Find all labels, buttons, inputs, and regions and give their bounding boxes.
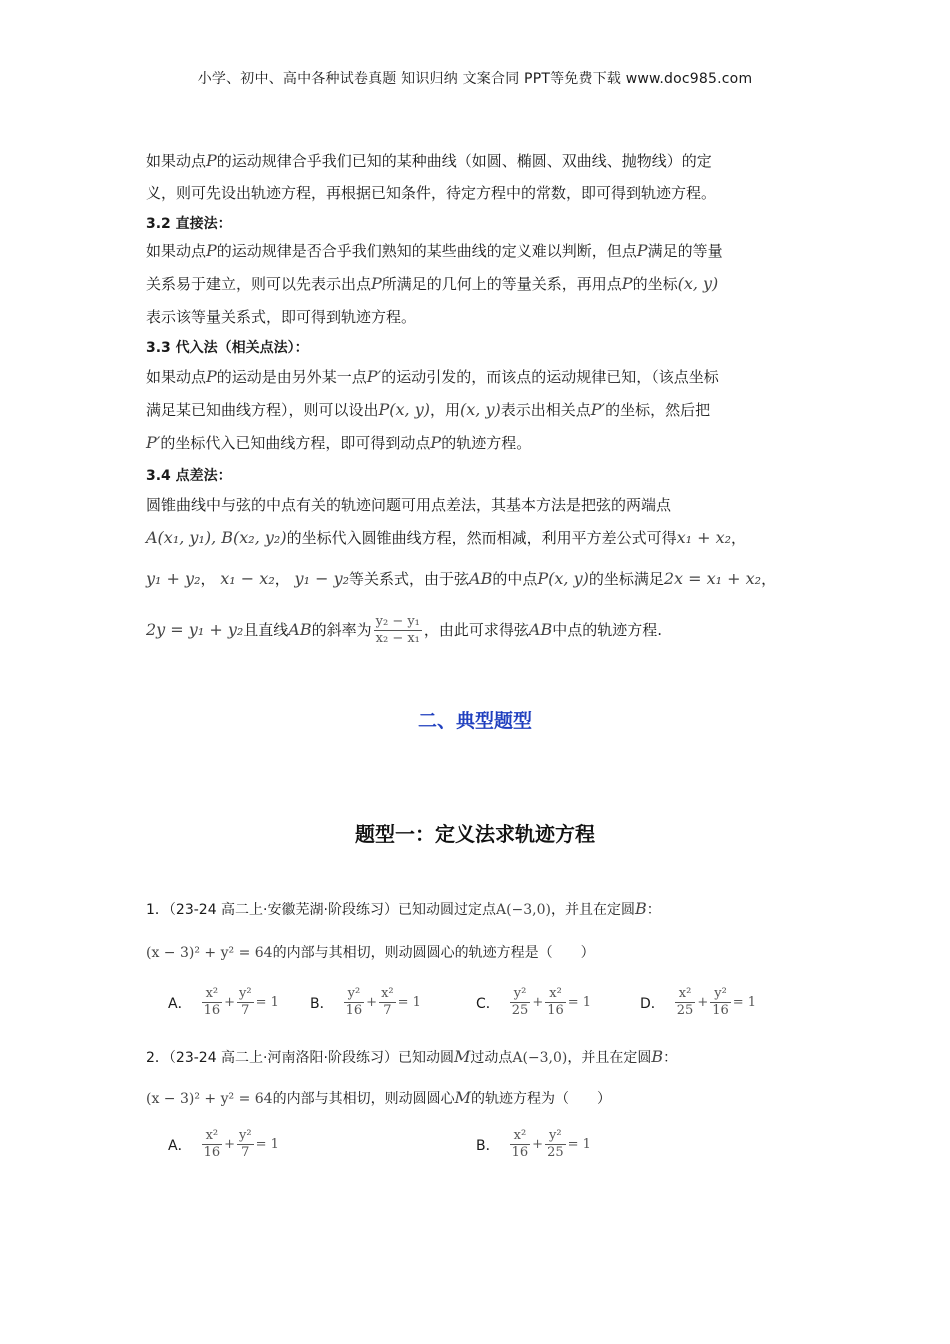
text: ，	[731, 529, 747, 547]
q2-option-a[interactable]: A． $\frac{\text{x²}}{16}$ + $\frac{\text{y²}}{7}$ = 1	[168, 1128, 279, 1160]
math-x1-minus-x2: x₁ − x₂	[220, 569, 275, 588]
text: ，	[200, 570, 216, 588]
text: ，并且在定圆	[567, 1050, 652, 1066]
math-P: P	[206, 367, 217, 386]
rhs: = 1	[255, 995, 279, 1010]
fraction	[344, 986, 365, 1019]
fraction	[545, 1128, 566, 1161]
text: 关系易于建立，则可以先表示出点	[146, 275, 372, 293]
math-P: P	[371, 274, 382, 293]
text: 的内部与其相切，则动圆圆心	[272, 1091, 455, 1107]
math-circle-equation: (x − 3)² + y² = 64	[146, 1091, 273, 1107]
text: 满足某已知曲线方程），则可以设出	[146, 401, 379, 419]
heading-3-2: 3.2 直接法：	[146, 216, 232, 232]
text: ，用	[430, 401, 461, 419]
math-P: P	[621, 274, 633, 293]
numerator: x²	[545, 986, 566, 1003]
text: 的运动规律合乎我们已知的某种曲线（如圆、椭圆、双曲线、抛物线）的定	[216, 152, 712, 170]
numerator: y²	[344, 986, 365, 1003]
rhs: = 1	[255, 1137, 279, 1152]
denominator: 16	[203, 1145, 221, 1160]
page-header: 小学、初中、高中各种试卷真题 知识归纳 文案合同 PPT等免费下载 www.doc985.com	[197, 71, 753, 87]
text: 的坐标	[632, 275, 678, 293]
text: 如果动点	[146, 368, 207, 386]
text: 等关系式，由于弦	[349, 570, 470, 588]
rhs: = 1	[397, 995, 421, 1010]
q1-line1	[146, 898, 661, 921]
fraction	[710, 986, 731, 1019]
denominator: 16	[712, 1003, 729, 1018]
math-AB: AB	[288, 620, 312, 639]
numerator: y²	[545, 1128, 566, 1145]
para-substitute-line3	[146, 432, 531, 454]
para-pointdiff-line2	[146, 527, 746, 549]
text: 所满足的几何上的等量关系，再用点	[381, 275, 622, 293]
para-direct-line2	[146, 273, 718, 295]
math-A-point: A(−3,0)	[495, 902, 551, 918]
text: 的斜率为	[311, 621, 372, 639]
numerator: x²	[202, 1128, 223, 1145]
denominator: 7	[383, 1003, 392, 1018]
text: 表示出相关点	[500, 401, 591, 419]
fraction	[675, 986, 696, 1019]
q1-option-c[interactable]: C． $\frac{\text{y²}}{25}$ + $\frac{\text{x²}}{16}$ = 1	[476, 986, 592, 1018]
math-eq-2x: 2x = x₁ + x₂	[663, 569, 762, 588]
fraction	[237, 1128, 254, 1161]
slope-numerator: y₂ − y₁	[375, 614, 420, 629]
q2-number: 2．	[146, 1050, 169, 1066]
text: 的坐标满足	[588, 570, 664, 588]
denominator: 16	[203, 1003, 221, 1018]
math-B: B	[651, 1047, 664, 1066]
option-label: B．	[476, 1137, 500, 1154]
para-definition-line1	[146, 150, 712, 172]
text: 满足的等量	[647, 242, 723, 260]
numerator: y²	[239, 986, 252, 1001]
q2-line2	[146, 1087, 611, 1110]
q2-option-b[interactable]: B． $\frac{\text{x²}}{16}$ + $\frac{\text{y²}}{25}$ = 1	[476, 1128, 591, 1160]
text: ：	[646, 902, 661, 918]
text: 的轨迹方程为（ ）	[470, 1091, 611, 1107]
denominator: 16	[511, 1145, 529, 1160]
q1-option-d[interactable]: D． $\frac{\text{x²}}{25}$ + $\frac{\text{y²}}{16}$ = 1	[640, 986, 757, 1018]
math-y1-minus-y2: y₁ − y₂	[294, 569, 350, 588]
option-label: A．	[168, 1137, 192, 1154]
denominator: 25	[676, 1003, 694, 1018]
para-pointdiff-line4	[146, 612, 662, 648]
math-xy: (x, y)	[460, 400, 501, 419]
slope-denominator: x₂ − x₁	[375, 631, 420, 646]
math-P-prime: P′	[590, 400, 606, 419]
text: 且直线	[243, 621, 289, 639]
math-P: P	[206, 241, 217, 260]
fraction	[237, 986, 254, 1019]
text: 的运动规律是否合乎我们熟知的某些曲线的定义难以判断，但点	[216, 242, 637, 260]
math-xy: (x, y)	[677, 274, 719, 293]
fraction	[510, 1128, 531, 1161]
numerator: x²	[381, 986, 394, 1001]
section-title: 二、典型题型	[417, 710, 532, 732]
math-eq-2y: 2y = y₁ + y₂	[146, 620, 244, 639]
text: 中点的轨迹方程.	[552, 621, 663, 639]
text: ，由此可求得弦	[423, 621, 529, 639]
numerator: x²	[675, 986, 696, 1003]
denominator: 7	[241, 1003, 250, 1018]
math-P: P	[206, 151, 217, 170]
math-AB: AB	[528, 620, 553, 639]
math-circle-equation: (x − 3)² + y² = 64	[146, 945, 273, 961]
text: 过动点	[470, 1050, 513, 1066]
heading-3-4: 3.4 点差法：	[146, 468, 232, 484]
option-label: D．	[640, 995, 665, 1012]
q1-line2	[146, 942, 595, 964]
text: 的坐标代入圆锥曲线方程，然而相减，利用平方差公式可得	[286, 529, 677, 547]
math-Pxy: P(x, y)	[378, 400, 430, 419]
rhs: = 1	[732, 995, 757, 1010]
fraction	[545, 986, 566, 1019]
fraction	[510, 986, 531, 1019]
math-M: M	[454, 1088, 471, 1107]
text: 的运动是由另外某一点	[216, 368, 367, 386]
text: ，	[274, 570, 290, 588]
q1-option-b[interactable]: B． $\frac{\text{y²}}{16}$ + $\frac{\text{x²}}{7}$ = 1	[310, 986, 421, 1018]
text: 的内部与其相切，则动圆圆心的轨迹方程是（ ）	[272, 945, 595, 961]
denominator: 16	[345, 1003, 363, 1018]
math-Pxy: P(x, y)	[537, 569, 589, 588]
text: ，	[761, 570, 777, 588]
rhs: = 1	[567, 995, 592, 1010]
math-y1-plus-y2: y₁ + y₂	[146, 569, 201, 588]
text: 的中点	[492, 570, 538, 588]
numerator: x²	[510, 1128, 531, 1145]
math-B: B	[634, 899, 647, 918]
math-P: P	[430, 433, 442, 452]
math-AB: AB	[469, 569, 493, 588]
text: （23-24 高二上·河南洛阳·阶段练习）已知动圆	[168, 1050, 454, 1066]
denominator: 25	[511, 1003, 529, 1018]
math-P-prime: P′	[146, 433, 161, 452]
para-substitute-line2	[146, 399, 710, 421]
para-pointdiff-line3	[146, 568, 776, 590]
para-direct-line1	[146, 240, 723, 262]
para-substitute-line1	[146, 366, 719, 388]
numerator: y²	[510, 986, 531, 1003]
option-label: B．	[310, 995, 334, 1012]
rhs: = 1	[567, 1137, 591, 1152]
heading-3-3: 3.3 代入法（相关点法）：	[146, 340, 309, 356]
option-label: C．	[476, 995, 500, 1012]
text: 如果动点	[146, 242, 207, 260]
para-direct-line3: 表示该等量关系式，即可得到轨迹方程。	[146, 308, 417, 326]
q2-line1	[146, 1046, 677, 1069]
q1-number: 1．	[146, 902, 169, 918]
math-M: M	[453, 1047, 471, 1066]
math-P-prime: P′	[366, 367, 382, 386]
fraction	[202, 986, 223, 1019]
text: 的坐标代入已知曲线方程，即可得到动点	[160, 434, 431, 452]
fraction	[202, 1128, 223, 1161]
math-AB-points: A(x₁, y₁), B(x₂, y₂)	[146, 528, 287, 547]
q1-option-a[interactable]: A． $\frac{\text{x²}}{16}$ + $\frac{\text{y²}}{7}$ = 1	[168, 986, 279, 1018]
type-title: 题型一：定义法求轨迹方程	[355, 822, 595, 846]
numerator: x²	[202, 986, 223, 1003]
slope-fraction	[374, 614, 422, 647]
para-pointdiff-line1: 圆锥曲线中与弦的中点有关的轨迹问题可用点差法，其基本方法是把弦的两端点	[146, 496, 672, 514]
denominator: 16	[547, 1003, 564, 1018]
text: 的坐标，然后把	[605, 401, 711, 419]
text: 的轨迹方程。	[441, 434, 532, 452]
math-x1-plus-x2: x₁ + x₂	[676, 528, 732, 547]
denominator: 25	[547, 1145, 564, 1160]
numerator: y²	[239, 1128, 252, 1143]
text: 如果动点	[146, 152, 207, 170]
math-P: P	[636, 241, 648, 260]
text: （23-24 高二上·安徽芜湖·阶段练习）已知动圆过定点	[168, 902, 496, 918]
fraction	[379, 986, 396, 1019]
numerator: y²	[710, 986, 731, 1003]
option-label: A．	[168, 995, 192, 1012]
math-A-point: A(−3,0)	[512, 1050, 568, 1066]
text: 的运动引发的，而该点的运动规律已知，（该点坐标	[381, 368, 719, 386]
denominator: 7	[241, 1145, 250, 1160]
para-definition-line2: 义，则可先设出轨迹方程，再根据已知条件，待定方程中的常数，即可得到轨迹方程。	[146, 184, 717, 202]
text: ：	[663, 1050, 678, 1066]
text: ，并且在定圆	[550, 902, 635, 918]
